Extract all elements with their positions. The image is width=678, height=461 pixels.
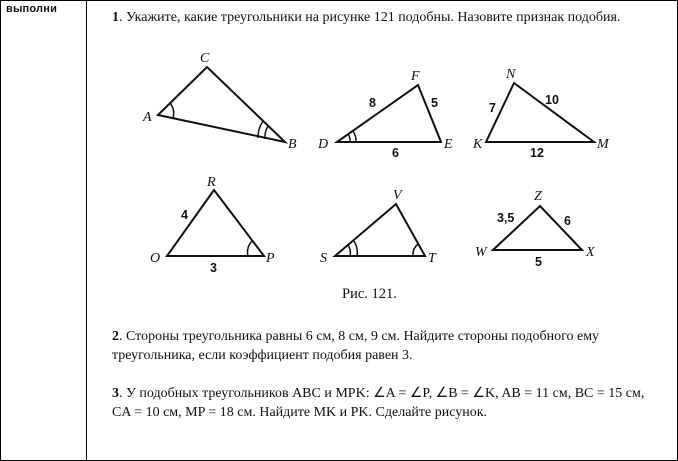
- vertex-k: K: [473, 137, 483, 152]
- side-fe-label: 5: [431, 96, 438, 110]
- task-2-text: . Стороны треугольника равны 6 см, 8 см, 9 см. Найдите стороны подобного ему треугольника, если коэффициент подобия равен 3.: [112, 329, 600, 363]
- vertex-b: B: [288, 137, 297, 152]
- side-df-label: 8: [369, 96, 376, 110]
- vertex-m: M: [597, 137, 609, 152]
- side-column-label: выполни: [6, 3, 58, 15]
- task-1-text: . Укажите, какие треугольники на рисунке 121 подобны. Назовите признак подобия.: [119, 10, 621, 25]
- task-3-text: . У подобных треугольников ABC и MPK: ∠A = ∠P, ∠B = ∠K, AB = 11 см, BC = 15 см, CA = 10 см, MP = 18 см. Найдите MK и PK. Сделайте рисунок.: [112, 386, 645, 420]
- vertex-e: E: [444, 137, 453, 152]
- angle-arc-a: [170, 103, 174, 118]
- side-zx-label: 6: [564, 214, 571, 228]
- vertex-n: N: [506, 67, 516, 82]
- angle-arc-b-outer: [258, 121, 263, 138]
- triangle-def: [337, 85, 441, 142]
- vertex-a: A: [143, 110, 152, 125]
- angle-arc-t: [413, 244, 418, 256]
- angle-arc-s-outer: [354, 241, 357, 256]
- angle-arc-p: [248, 241, 252, 256]
- side-km-label: 12: [530, 146, 544, 160]
- vertex-x: X: [586, 245, 595, 260]
- side-nm-label: 10: [545, 93, 559, 107]
- triangle-opr: [167, 190, 264, 256]
- figure-caption: Рис. 121.: [342, 286, 397, 302]
- side-de-label: 6: [392, 146, 399, 160]
- vertex-d: D: [318, 137, 329, 152]
- task-2: [112, 327, 657, 365]
- side-or-label: 4: [181, 208, 188, 222]
- vertex-t: T: [428, 251, 436, 266]
- vertex-s: S: [320, 251, 327, 266]
- task-3-number: 3: [112, 386, 119, 401]
- side-op-label: 3: [210, 261, 217, 275]
- task-3: [112, 384, 657, 422]
- side-wz-label: 3,5: [497, 211, 515, 225]
- angle-arc-d-inner: [348, 134, 350, 142]
- vertex-v: V: [393, 188, 402, 203]
- triangle-stv: [335, 204, 425, 256]
- task-1-number: 1: [112, 10, 119, 25]
- side-kn-label: 7: [489, 101, 496, 115]
- angle-arc-d-outer: [353, 131, 356, 142]
- vertex-w: W: [475, 245, 487, 260]
- side-wx-label: 5: [535, 255, 542, 269]
- vertex-p: P: [266, 251, 275, 266]
- vertex-r: R: [207, 175, 216, 190]
- vertex-o: O: [150, 251, 161, 266]
- vertex-f: F: [411, 69, 420, 84]
- triangle-kmn: [486, 83, 594, 142]
- vertex-c: C: [200, 51, 210, 66]
- angle-arc-s-inner: [348, 245, 350, 256]
- vertex-z: Z: [534, 189, 542, 204]
- task-2-number: 2: [112, 329, 119, 344]
